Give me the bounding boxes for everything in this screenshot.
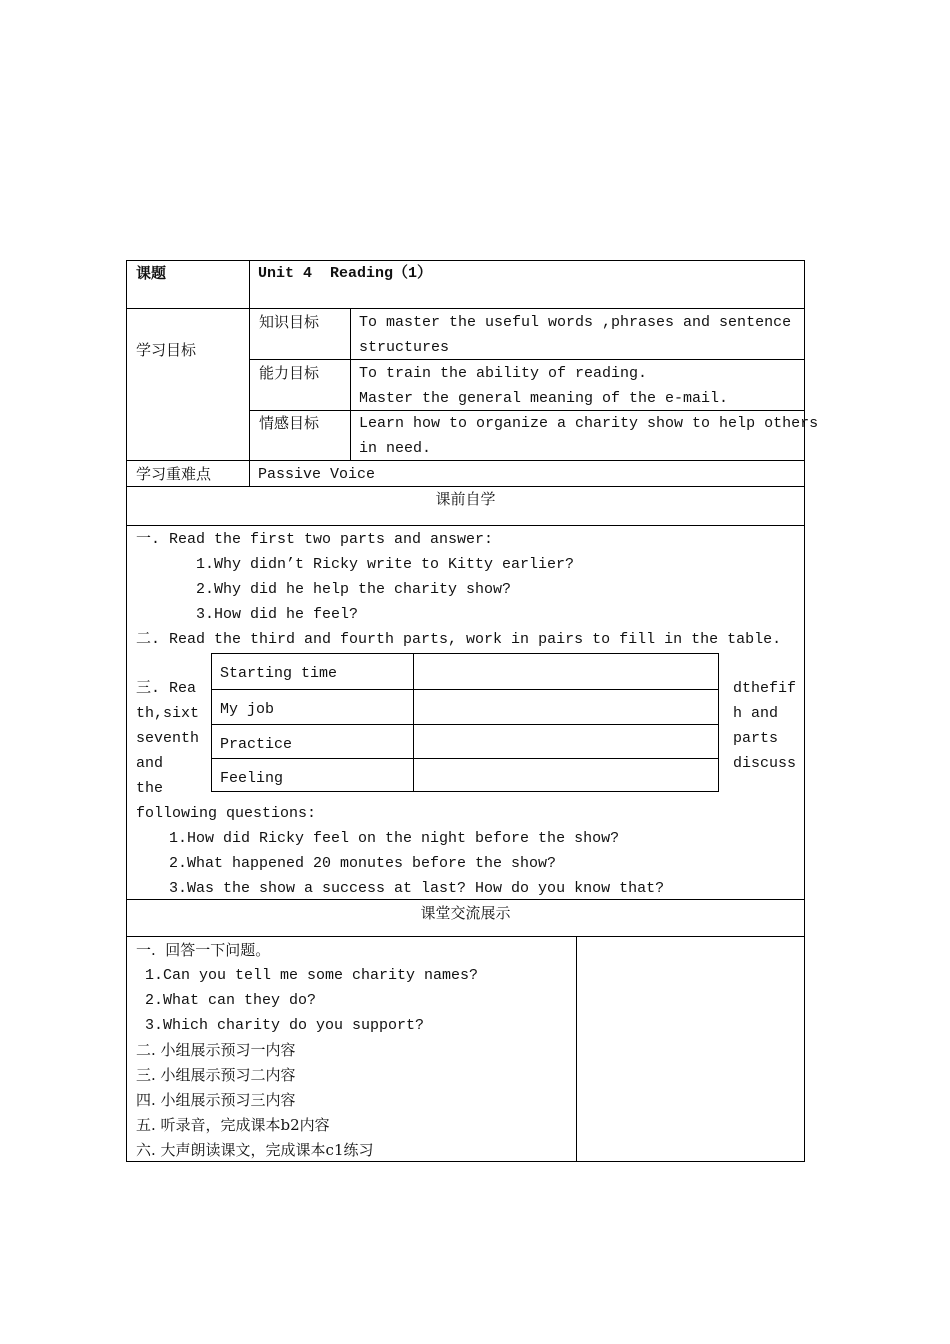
q3-left-5: the [136, 780, 164, 797]
classroom-title: 课堂交流展示 [420, 904, 511, 922]
key-points-value: Passive Voice [258, 466, 376, 483]
knowledge-label: 知识目标 [259, 313, 320, 331]
q3-item-3: 3.Was the show a success at last? How do you know that? [169, 880, 665, 897]
key-points-label: 学习重难点 [136, 465, 212, 483]
q1-item-1: 1.Why didn’t Ricky write to Kitty earlier? [196, 556, 575, 573]
q3-following: following questions: [136, 805, 317, 822]
table-row-label: Starting time [220, 665, 338, 682]
q3-left-2: th,sixt [136, 705, 200, 722]
table-row-label: Practice [220, 736, 293, 753]
emotion-line-2: in need. [359, 440, 432, 457]
emotion-label: 情感目标 [259, 414, 320, 432]
knowledge-line-1: To master the useful words ,phrases and sentence [359, 314, 792, 331]
q3-left-3: seventh [136, 730, 200, 747]
ability-line-1: To train the ability of reading. [359, 365, 648, 382]
classroom-line-1: 一. 回答一下问题。 [136, 941, 271, 959]
classroom-line-8: 五. 听录音，完成课本b2内容 [136, 1116, 330, 1134]
q1-item-2: 2.Why did he help the charity show? [196, 581, 512, 598]
q1-title: 一. Read the first two parts and answer: [136, 531, 494, 548]
classroom-line-4: 3.Which charity do you support? [136, 1017, 425, 1034]
classroom-line-9: 六. 大声朗读课文，完成课本c1练习 [136, 1141, 374, 1159]
classroom-line-6: 三. 小组展示预习二内容 [136, 1066, 296, 1084]
classroom-line-3: 2.What can they do? [136, 992, 317, 1009]
q3-right-2: h and [733, 705, 779, 722]
q3-item-2: 2.What happened 20 monutes before the show? [169, 855, 557, 872]
q2-title: 二. Read the third and fourth parts, work in pairs to fill in the table. [136, 631, 782, 648]
objectives-label: 学习目标 [136, 341, 197, 359]
q3-right-1: dthefif [733, 680, 797, 697]
classroom-line-2: 1.Can you tell me some charity names? [136, 967, 479, 984]
emotion-line-1: Learn how to organize a charity show to help others [359, 415, 819, 432]
knowledge-line-2: structures [359, 339, 450, 356]
table-row-label: Feeling [220, 770, 284, 787]
q3-left-1: 三. Rea [136, 680, 197, 697]
topic-title: Unit 4 Reading（1） [258, 265, 433, 282]
q3-right-3: parts [733, 730, 779, 747]
preview-title: 课前自学 [435, 490, 496, 508]
q3-right-4: discuss [733, 755, 797, 772]
topic-label: 课题 [136, 264, 167, 282]
q3-left-4: and [136, 755, 164, 772]
q1-item-3: 3.How did he feel? [196, 606, 359, 623]
ability-label: 能力目标 [259, 364, 320, 382]
q3-item-1: 1.How did Ricky feel on the night before the show? [169, 830, 620, 847]
table-row-label: My job [220, 701, 275, 718]
classroom-line-7: 四. 小组展示预习三内容 [136, 1091, 296, 1109]
ability-line-2: Master the general meaning of the e-mail. [359, 390, 729, 407]
classroom-line-5: 二. 小组展示预习一内容 [136, 1041, 296, 1059]
